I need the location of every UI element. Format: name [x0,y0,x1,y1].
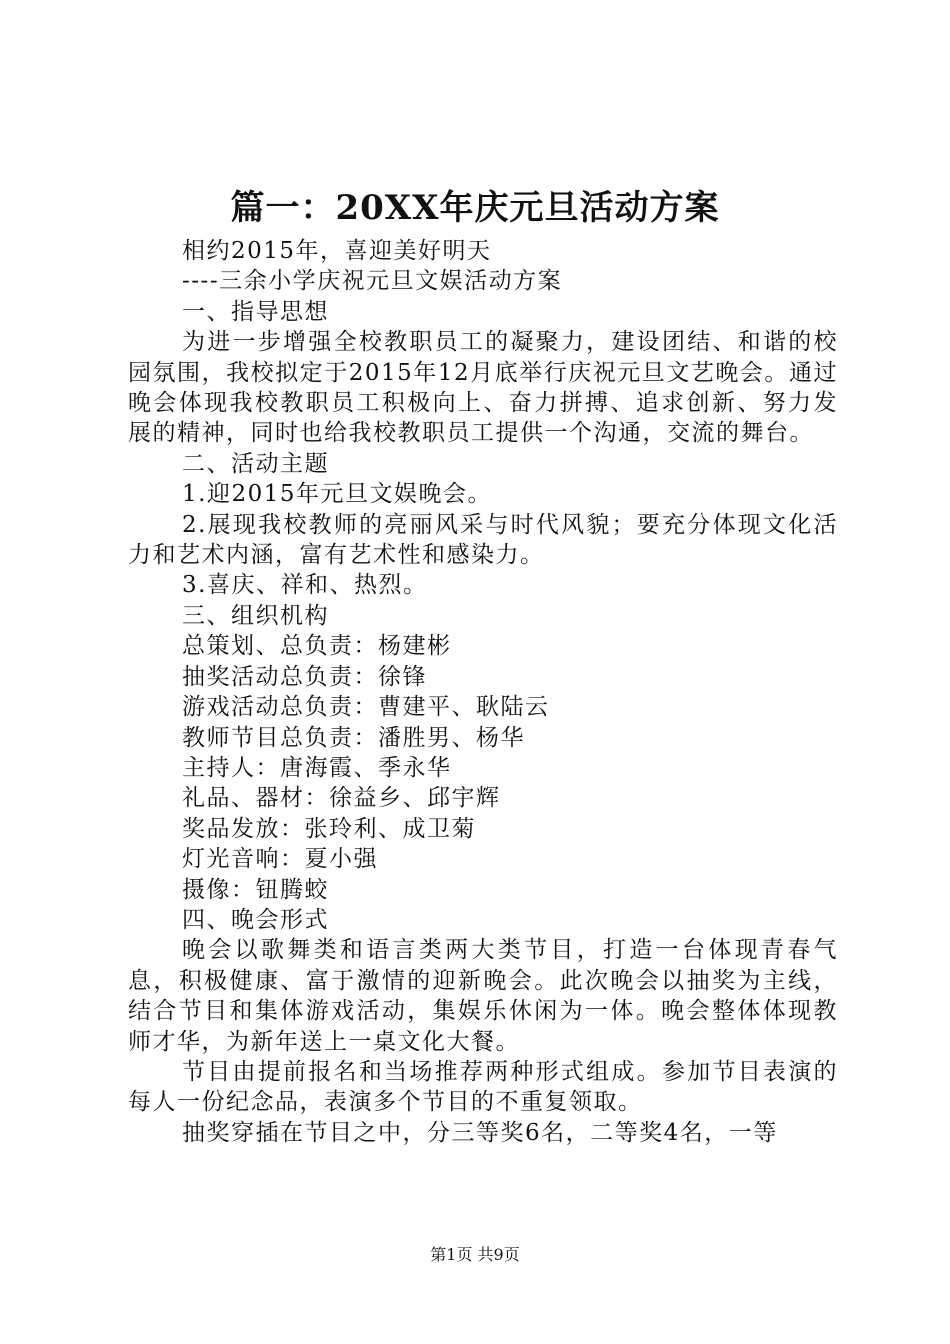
org-item: 游戏活动总负责：曹建平、耿陆云 [182,694,550,721]
section-heading-guiding-idea: 一、指导思想 [182,298,329,325]
org-item: 主持人：唐海霞、季永华 [182,754,452,781]
paragraph-format-1: 晚会以歌舞类和语言类两大类节目，打造一台体现青春气息，积极健康、富于激情的迎新晚会。此次晚会以抽奖为主线，结合节目和集体游戏活动，集娱乐休闲为一体。晚会整体体现教师才华，为新年送上一桌文化大餐。 [128,937,838,1055]
org-item: 奖品发放：张玲利、成卫菊 [182,815,476,842]
document-title: 篇一：20XX年庆元旦活动方案 [230,188,720,228]
theme-item-2: 2.展现我校教师的亮丽风采与时代风貌；要充分体现文化活力和艺术内涵，富有艺术性和感染力。 [128,511,838,569]
subheadline: ----三余小学庆祝元旦文娱活动方案 [182,268,563,295]
paragraph-format-2: 节目由提前报名和当场推荐两种形式组成。参加节目表演的每人一份纪念品，表演多个节目的不重复领取。 [128,1058,838,1116]
org-item: 灯光音响：夏小强 [182,846,378,873]
paragraph-format-3: 抽奖穿插在节目之中，分三等奖6名，二等奖4名，一等 [182,1119,778,1146]
page-footer: 第1页 共9页 [430,1245,520,1264]
org-item: 教师节目总负责：潘胜男、杨华 [182,724,525,751]
section-heading-theme: 二、活动主题 [182,450,329,477]
org-item: 总策划、总负责：杨建彬 [182,633,452,660]
section-heading-organization: 三、组织机构 [182,602,329,629]
headline: 相约2015年，喜迎美好明天 [182,238,492,264]
theme-item-3: 3.喜庆、祥和、热烈。 [182,572,428,599]
paragraph-guiding-idea: 为进一步增强全校教职员工的凝聚力，建设团结、和谐的校园氛围，我校拟定于2015年12月底举行庆祝元旦文艺晚会。通过晚会体现我校教职员工积极向上、奋力拼搏、追求创新、努力发展的精神，同时也给我校教职员工提供一个沟通，交流的舞台。 [128,329,838,447]
theme-item-1: 1.迎2015年元旦文娱晚会。 [182,481,492,508]
org-item: 礼品、器材：徐益乡、邱宇辉 [182,785,501,812]
org-item: 抽奖活动总负责：徐锋 [182,663,427,690]
document-body [128,236,838,1148]
org-item: 摄像：钮腾蛟 [182,876,329,903]
section-heading-format: 四、晚会形式 [182,906,329,933]
